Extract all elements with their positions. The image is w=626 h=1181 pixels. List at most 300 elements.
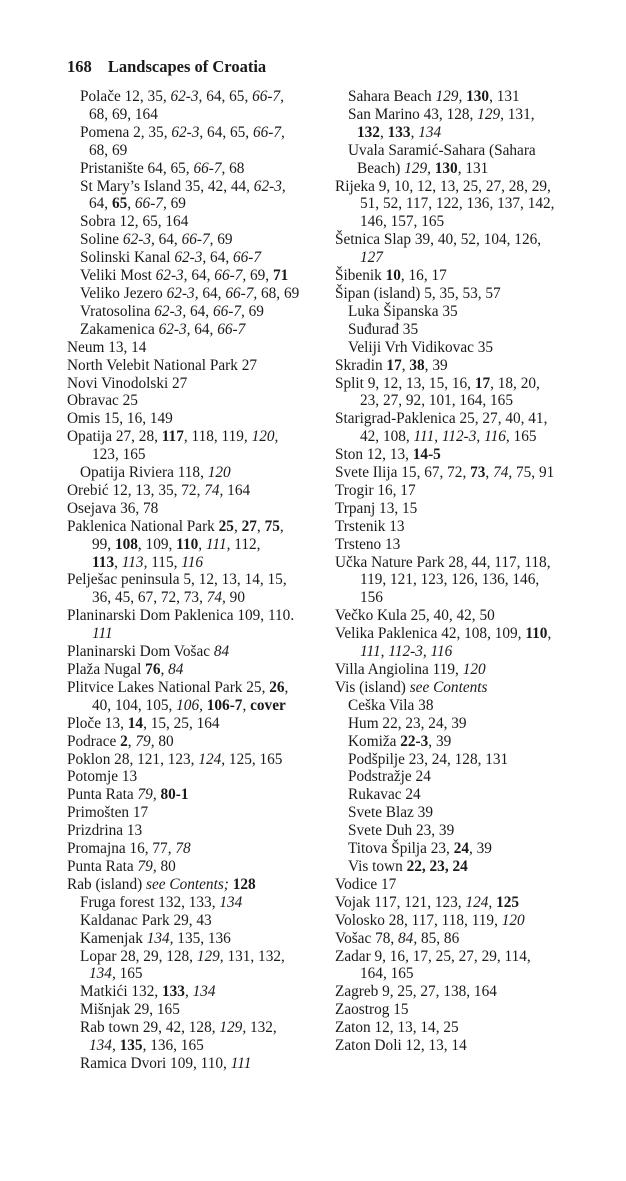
page-ref-bold: 110	[525, 625, 548, 643]
page-ref-italic: 111	[92, 625, 113, 643]
entry-line	[335, 446, 554, 464]
entry-text: 80	[156, 857, 176, 875]
index-entry	[67, 357, 299, 375]
entry-line	[335, 1001, 554, 1019]
index-entry	[335, 983, 554, 1001]
entry-line	[67, 88, 299, 106]
page-ref-bold: 22, 23, 24	[406, 857, 468, 875]
entry-line	[67, 1055, 299, 1073]
entry-line	[67, 643, 299, 661]
entry-text: Ramica Dvori 109, 110,	[80, 1054, 231, 1072]
entry-line	[67, 733, 299, 751]
entry-text: ,	[114, 553, 122, 571]
entry-text: Prizdrina 13	[67, 822, 143, 840]
index-subentry	[335, 751, 554, 769]
entry-text: Podrace	[67, 732, 121, 750]
entry-text: Lopar 28, 29, 128,	[80, 947, 197, 965]
entry-text: 68, 69	[89, 141, 128, 159]
entry-continuation-line	[67, 195, 299, 213]
entry-text: Kamenjak	[80, 929, 147, 947]
entry-text: Komiža	[348, 732, 401, 750]
entry-text: Plitvice Lakes National Park 25,	[67, 678, 270, 696]
entry-line	[335, 697, 554, 715]
entry-text: 23, 27, 92, 101, 164, 165	[360, 392, 513, 410]
index-entry	[67, 482, 299, 500]
page-ref-italic: 129,	[477, 105, 504, 123]
index-subentry	[67, 948, 299, 984]
page-ref-italic: 79,	[135, 732, 155, 750]
index-subentry	[335, 733, 554, 751]
index-subentry	[335, 768, 554, 786]
entry-line	[335, 876, 554, 894]
entry-line	[67, 213, 299, 231]
page-ref-italic: 66-7	[217, 320, 246, 338]
entry-text: 156	[360, 589, 383, 607]
entry-line	[335, 786, 554, 804]
entry-text: Rab town 29, 42, 128,	[80, 1019, 220, 1037]
entry-text: 64,	[187, 267, 215, 285]
entry-text: Ploče 13,	[67, 714, 128, 732]
page-ref-bold: 133	[162, 983, 185, 1001]
entry-text: ,	[284, 678, 289, 696]
index-subentry	[67, 303, 299, 321]
entry-continuation-line	[335, 124, 554, 142]
entry-line	[67, 804, 299, 822]
entry-text: , 15, 25, 164	[143, 714, 220, 732]
entry-text: ,	[256, 517, 265, 535]
index-entry	[335, 267, 554, 285]
entry-text: Polače 12, 35,	[80, 88, 171, 105]
index-entry	[335, 410, 554, 446]
entry-line	[67, 392, 299, 410]
entry-line	[67, 160, 299, 178]
entry-text: ,	[184, 983, 193, 1001]
index-subentry	[335, 822, 554, 840]
entry-line	[335, 840, 554, 858]
page-ref-bold: 17	[474, 374, 491, 392]
entry-line	[67, 607, 299, 625]
entry-text: Osejava 36, 78	[67, 499, 159, 517]
page-ref-italic: 74,	[206, 589, 226, 607]
entry-text: 85, 86	[417, 929, 460, 947]
entry-text: ,	[410, 123, 419, 141]
entry-text: 64,	[186, 302, 213, 320]
index-entry	[67, 876, 299, 894]
page-ref-italic: 127	[360, 249, 383, 267]
entry-line	[67, 751, 299, 769]
page-ref-italic: 124,	[198, 750, 226, 768]
entry-line	[67, 231, 299, 249]
entry-text: Mišnjak 29, 165	[80, 1001, 180, 1019]
page-ref-italic: 111, 112-3, 116	[360, 643, 453, 661]
entry-text: , 131	[457, 159, 489, 177]
entry-text: Rijeka 9, 10, 12, 13, 25, 27, 28, 29,	[335, 177, 551, 195]
page-ref-bold: 117	[161, 428, 184, 446]
entry-text: Ceška Vila 38	[348, 696, 434, 714]
entry-line	[335, 88, 554, 106]
entry-line	[335, 858, 554, 876]
entry-text: Trstenik 13	[335, 517, 405, 535]
page-ref-bold: 110	[176, 535, 199, 553]
entry-line	[335, 321, 554, 339]
entry-text: Luka Šipanska 35	[348, 302, 458, 320]
index-subentry	[67, 213, 299, 231]
entry-line	[67, 948, 299, 966]
index-subentry	[335, 840, 554, 858]
page-ref-italic: 129,	[196, 947, 224, 965]
index-subentry	[67, 231, 299, 249]
entry-text: Kaldanac Park 29, 43	[80, 911, 212, 929]
index-subentry	[335, 786, 554, 804]
entry-text: , 136, 165	[142, 1037, 204, 1055]
page-ref-italic: 62-3	[171, 123, 200, 141]
page-ref-italic: 79,	[137, 857, 157, 875]
entry-continuation-line	[335, 160, 554, 178]
entry-text: , 64, 65,	[199, 123, 253, 141]
index-entry	[335, 285, 554, 303]
entry-text: 112,	[230, 535, 261, 553]
entry-line	[335, 357, 554, 375]
entry-text: Sobra 12, 65, 164	[80, 213, 189, 231]
index-entry	[335, 876, 554, 894]
index-entry	[67, 786, 299, 804]
entry-text: Beach)	[357, 159, 405, 177]
page-ref-italic: 79,	[137, 786, 157, 804]
index-entry	[67, 715, 299, 733]
index-entry	[335, 625, 554, 661]
entry-text: ,	[485, 464, 494, 482]
page-ref-bold: 10	[385, 267, 401, 285]
entry-text: , 64, 65,	[198, 88, 253, 105]
entry-text: ,	[127, 732, 136, 750]
index-entry	[67, 518, 299, 572]
page-ref-italic: see Contents;	[146, 875, 229, 893]
entry-text: 90	[225, 589, 245, 607]
index-entry	[335, 930, 554, 948]
index-subentry	[335, 697, 554, 715]
index-entry	[335, 482, 554, 500]
entry-text: 119, 121, 123, 126, 136, 146,	[360, 571, 540, 589]
entry-line	[67, 267, 299, 285]
entry-text: Sahara Beach	[348, 88, 436, 105]
index-entry	[67, 858, 299, 876]
page-number: 168	[67, 57, 92, 76]
entry-text: Neum 13, 14	[67, 338, 147, 356]
entry-line	[335, 375, 554, 393]
entry-text: 64,	[89, 195, 112, 213]
page-ref-italic: 78	[175, 840, 191, 858]
page-ref-italic: 62-3,	[253, 177, 286, 195]
entry-text: 115,	[147, 553, 182, 571]
entry-text: Rukavac 24	[348, 786, 421, 804]
entry-continuation-line	[67, 554, 299, 572]
entry-text: , 16, 17	[400, 267, 447, 285]
page-ref-italic: 120	[462, 661, 486, 678]
entry-text: 132,	[246, 1019, 277, 1037]
entry-text: Trsteno 13	[335, 535, 401, 553]
page-ref-bold: 75	[264, 517, 280, 535]
entry-line	[335, 500, 554, 518]
index-entry	[335, 464, 554, 482]
page-ref-bold: 108	[114, 535, 138, 553]
page-ref-bold: cover	[250, 696, 286, 714]
entry-text: Split 9, 12, 13, 15, 16,	[335, 374, 475, 392]
index-entry	[67, 768, 299, 786]
page-ref-italic: 66-7,	[212, 302, 245, 320]
index-entry	[67, 571, 299, 607]
index-entry	[335, 1037, 554, 1055]
entry-text: Pelješac peninsula 5, 12, 13, 14, 15,	[67, 571, 287, 589]
entry-line	[67, 464, 299, 482]
entry-text: ,	[198, 535, 206, 553]
entry-text: 68, 69, 164	[89, 105, 158, 123]
entry-line	[67, 249, 299, 267]
entry-continuation-line	[335, 249, 554, 267]
index-subentry	[67, 160, 299, 178]
page-ref-italic: 120,	[251, 428, 279, 446]
entry-line	[335, 482, 554, 500]
entry-line	[67, 518, 299, 536]
entry-text: , 18, 20,	[490, 374, 540, 392]
index-subentry	[67, 1019, 299, 1055]
entry-text: Večko Kula 25, 40, 42, 50	[335, 607, 495, 625]
entry-text: 146, 157, 165	[360, 213, 445, 231]
entry-text: Soline	[80, 231, 123, 249]
entry-line	[67, 321, 299, 339]
entry-line	[335, 948, 554, 966]
index-entry	[335, 1001, 554, 1019]
entry-text: Villa Angiolina 119,	[335, 661, 463, 678]
entry-line	[67, 178, 299, 196]
entry-continuation-line	[335, 589, 554, 607]
index-subentry	[67, 912, 299, 930]
index-entry	[67, 339, 299, 357]
page-ref-bold: 14	[127, 714, 144, 732]
entry-text: Veliko Jezero	[80, 284, 167, 302]
page-ref-italic: 62-3,	[154, 302, 187, 320]
entry-text: Suđurađ 35	[348, 320, 419, 338]
entry-line	[335, 536, 554, 554]
index-subentry	[67, 285, 299, 303]
entry-continuation-line	[67, 536, 299, 554]
index-subentry	[335, 858, 554, 876]
index-entry	[67, 643, 299, 661]
entry-text: San Marino 43, 128,	[348, 105, 478, 123]
entry-text: ,	[233, 517, 242, 535]
entry-text: Titova Špilja 23,	[348, 840, 454, 858]
entry-text: Vratosolina	[80, 302, 155, 320]
index-subentry	[67, 930, 299, 948]
entry-line	[335, 178, 554, 196]
index-entry	[335, 518, 554, 536]
page-ref-italic: 124,	[465, 893, 493, 911]
entry-line	[67, 822, 299, 840]
page-ref-italic: 106,	[176, 696, 203, 714]
entry-line	[335, 1019, 554, 1037]
page-ref-bold: 113	[92, 553, 115, 571]
entry-line	[335, 607, 554, 625]
entry-continuation-line	[67, 142, 299, 160]
entry-text: Plaža Nugal	[67, 661, 146, 678]
entry-text: 99,	[92, 535, 115, 553]
page-ref-italic: 84	[213, 643, 230, 661]
page-ref-italic: 116	[181, 553, 204, 571]
page-ref-italic: 111,	[205, 535, 231, 553]
entry-text: Opatija Riviera 118,	[80, 464, 208, 482]
entry-text: 125, 165	[225, 750, 283, 768]
entry-text: , 39	[424, 356, 448, 374]
entry-text: ,	[379, 123, 388, 141]
page-ref-bold: 24	[453, 840, 469, 858]
entry-text: Zakamenica	[80, 320, 159, 338]
entry-line	[67, 410, 299, 428]
entry-line	[67, 339, 299, 357]
entry-text: Zaton Doli 12, 13, 14	[335, 1037, 467, 1055]
entry-text: Fruga forest 132, 133,	[80, 893, 220, 911]
entry-line	[67, 303, 299, 321]
entry-text: Uvala Saramić-Sahara (Sahara	[348, 141, 536, 159]
entry-line	[67, 124, 299, 142]
entry-line	[67, 876, 299, 894]
page-ref-bold: 38	[409, 356, 425, 374]
page-ref-italic: 62-3,	[174, 249, 207, 267]
entry-text: Svete Duh 23, 39	[348, 822, 455, 840]
entry-text: , 69	[209, 231, 233, 249]
entry-text: 68, 69	[257, 284, 300, 302]
entry-text: 36, 45, 67, 72, 73,	[92, 589, 207, 607]
page-ref-bold: 130	[466, 88, 490, 105]
index-entry	[67, 500, 299, 518]
entry-line	[67, 357, 299, 375]
entry-text: Vodice 17	[335, 875, 397, 893]
entry-line	[67, 661, 299, 679]
entry-text: 131, 132,	[223, 947, 285, 965]
entry-line	[335, 142, 554, 160]
entry-line	[335, 822, 554, 840]
index-entry	[335, 357, 554, 375]
page-ref-italic: 129,	[219, 1019, 247, 1037]
entry-text: Zagreb 9, 25, 27, 138, 164	[335, 983, 497, 1001]
page-ref-bold: 22-3	[400, 732, 429, 750]
page-ref-bold: 65	[111, 195, 128, 213]
entry-line	[67, 1001, 299, 1019]
index-entry	[67, 840, 299, 858]
index-subentry	[67, 88, 299, 124]
entry-line	[67, 1019, 299, 1037]
index-entry	[67, 733, 299, 751]
index-entry	[335, 894, 554, 912]
entry-line	[335, 518, 554, 536]
entry-text: Pomena 2, 35,	[80, 123, 172, 141]
page-ref-bold: 2	[120, 732, 128, 750]
entry-text: Podšpilje 23, 24, 128, 131	[348, 750, 509, 768]
index-column-left	[67, 88, 299, 1073]
page-ref-italic: 66-7	[134, 195, 163, 213]
entry-line	[335, 751, 554, 769]
index-entry	[67, 751, 299, 769]
book-title: Landscapes of Croatia	[107, 57, 267, 76]
entry-line	[335, 733, 554, 751]
page-ref-italic: 62-3,	[158, 320, 191, 338]
index-entry	[335, 912, 554, 930]
index-subentry	[335, 106, 554, 142]
entry-line	[67, 285, 299, 303]
index-entry	[335, 554, 554, 608]
entry-text: , 39	[428, 732, 452, 750]
entry-text: Potomje 13	[67, 768, 138, 786]
entry-text: Vošac 78,	[335, 929, 399, 947]
entry-text: , 68	[221, 159, 245, 177]
entry-text: Trpanj 13, 15	[335, 499, 418, 517]
index-subentry	[67, 267, 299, 285]
page-ref-italic: 84,	[398, 929, 418, 947]
entry-text: Promajna 16, 77,	[67, 840, 176, 858]
page-ref-bold: 17	[386, 356, 402, 374]
index-subentry	[335, 339, 554, 357]
entry-line	[67, 715, 299, 733]
entry-line	[67, 930, 299, 948]
entry-text: 51, 52, 117, 122, 136, 137, 142,	[360, 195, 555, 213]
entry-text: ,	[127, 195, 135, 213]
index-entry	[67, 392, 299, 410]
entry-line	[335, 679, 554, 697]
entry-line	[335, 912, 554, 930]
entry-line	[67, 679, 299, 697]
page-ref-bold: 27	[241, 517, 257, 535]
entry-text: Paklenica National Park	[67, 517, 219, 535]
entry-text: 164	[223, 481, 251, 499]
index-subentry	[335, 303, 554, 321]
entry-text: 131,	[503, 105, 535, 123]
page-ref-italic: see Contents	[409, 678, 488, 696]
entry-text: Vis (island)	[335, 678, 410, 696]
running-header	[67, 57, 266, 77]
index-subentry	[335, 715, 554, 733]
entry-continuation-line	[335, 195, 554, 213]
entry-text: Pristanište 64, 65,	[80, 159, 194, 177]
page-ref-italic: 111	[230, 1054, 252, 1072]
page-ref-italic: 66-7,	[252, 88, 284, 105]
page-ref-bold: 80-1	[160, 786, 189, 804]
index-subentry	[67, 124, 299, 160]
index-subentry	[335, 804, 554, 822]
entry-continuation-line	[67, 1037, 299, 1055]
entry-line	[67, 858, 299, 876]
entry-line	[67, 894, 299, 912]
index-entry	[335, 607, 554, 625]
entry-text: Solinski Kanal	[80, 249, 175, 267]
page-ref-italic: 66-7,	[225, 284, 258, 302]
index-entry	[67, 661, 299, 679]
index-entry	[335, 679, 554, 697]
page-ref-italic: 134,	[89, 1037, 116, 1055]
page-ref-italic: 134	[219, 893, 243, 911]
entry-text: Zaostrog 15	[335, 1001, 409, 1019]
index-entry	[335, 446, 554, 464]
entry-text: 165	[115, 965, 143, 983]
page-ref-bold: 125	[496, 893, 520, 911]
page-ref-italic: 111, 112-3, 116,	[413, 428, 510, 446]
entry-text: 69	[244, 302, 264, 320]
page-ref-italic: 134,	[146, 929, 174, 947]
page-ref-italic: 134,	[89, 965, 116, 983]
entry-line	[335, 894, 554, 912]
page-ref-bold: 71	[272, 267, 289, 285]
index-entry	[335, 661, 554, 679]
entry-text: 75, 91	[512, 464, 555, 482]
entry-text: 64,	[198, 284, 226, 302]
entry-line	[335, 625, 554, 643]
